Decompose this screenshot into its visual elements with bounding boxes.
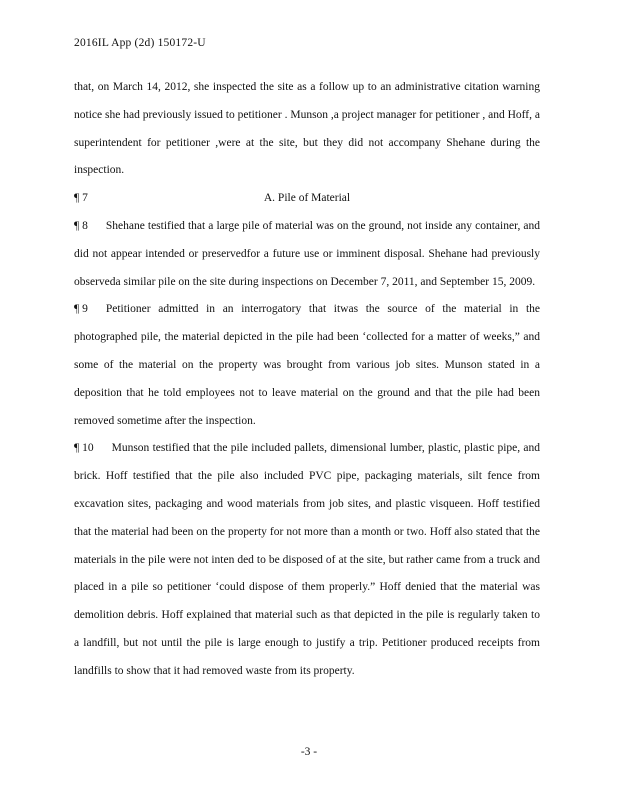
section-title: A. Pile of Material — [263, 192, 351, 205]
paragraph-number-7: ¶ 7 — [74, 192, 88, 205]
paragraph-number-10: ¶ 10 — [74, 442, 94, 455]
case-citation-header: 2016IL App (2d) 150172-U — [74, 37, 206, 49]
paragraph-9-text: Petitioner admitted in an interrogatory that itwas the source of the material in the photographed pile, the material depicted in the pile had been ‘collected for a matter of weeks,” and some of the material on the property was brought from various job sites. Munson stated in a deposition that he told employees not to leave material on the ground and that the pile had been removed sometime after the inspection. — [74, 303, 540, 427]
continuation-text: that, on March 14, 2012, she inspected the site as a follow up to an administrative citation warning notice she had previously issued to petitioner . Munson ,a project manager for petitioner , and Hoff, a superintendent for petitioner ,were at the site, but they did not accompany Shehane during the inspection. — [74, 81, 540, 177]
document-body — [74, 74, 540, 686]
page-number: -3 - — [300, 746, 318, 758]
paragraph-8-text: Shehane testified that a large pile of material was on the ground, not inside any container, and did not appear intended or preservedfor a future use or imminent disposal. Shehane had previously observeda similar pile on the site during inspections on December 7, 2011, and September 15, 2009. — [74, 219, 540, 288]
paragraph-number-8: ¶ 8 — [74, 219, 88, 232]
section-heading-row — [74, 185, 540, 213]
continuation-paragraph — [74, 74, 540, 185]
paragraph-8 — [74, 213, 540, 296]
paragraph-9 — [74, 296, 540, 435]
paragraph-number-9: ¶ 9 — [74, 303, 88, 316]
paragraph-10 — [74, 435, 540, 685]
paragraph-10-text: Munson testified that the pile included pallets, dimensional lumber, plastic, plastic pipe, and brick. Hoff testified that the pile also included PVC pipe, packaging materials, silt fence from excavation sites, packaging and wood materials from job sites, and plastic visqueen. Hoff testified that the material had been on the property for not more than a month or two. Hoff also stated that the materials in the pile were not inten ded to be disposed of at the site, but rather came from a truck and placed in a pile so petitioner ‘could dispose of them properly.” Hoff denied that the material was demolition debris. Hoff explained that material such as that depicted in the pile is regularly taken to a landfill, but not until the pile is large enough to justify a trip. Petitioner produced receipts from landfills to show that it had removed waste from its property. — [74, 442, 540, 677]
